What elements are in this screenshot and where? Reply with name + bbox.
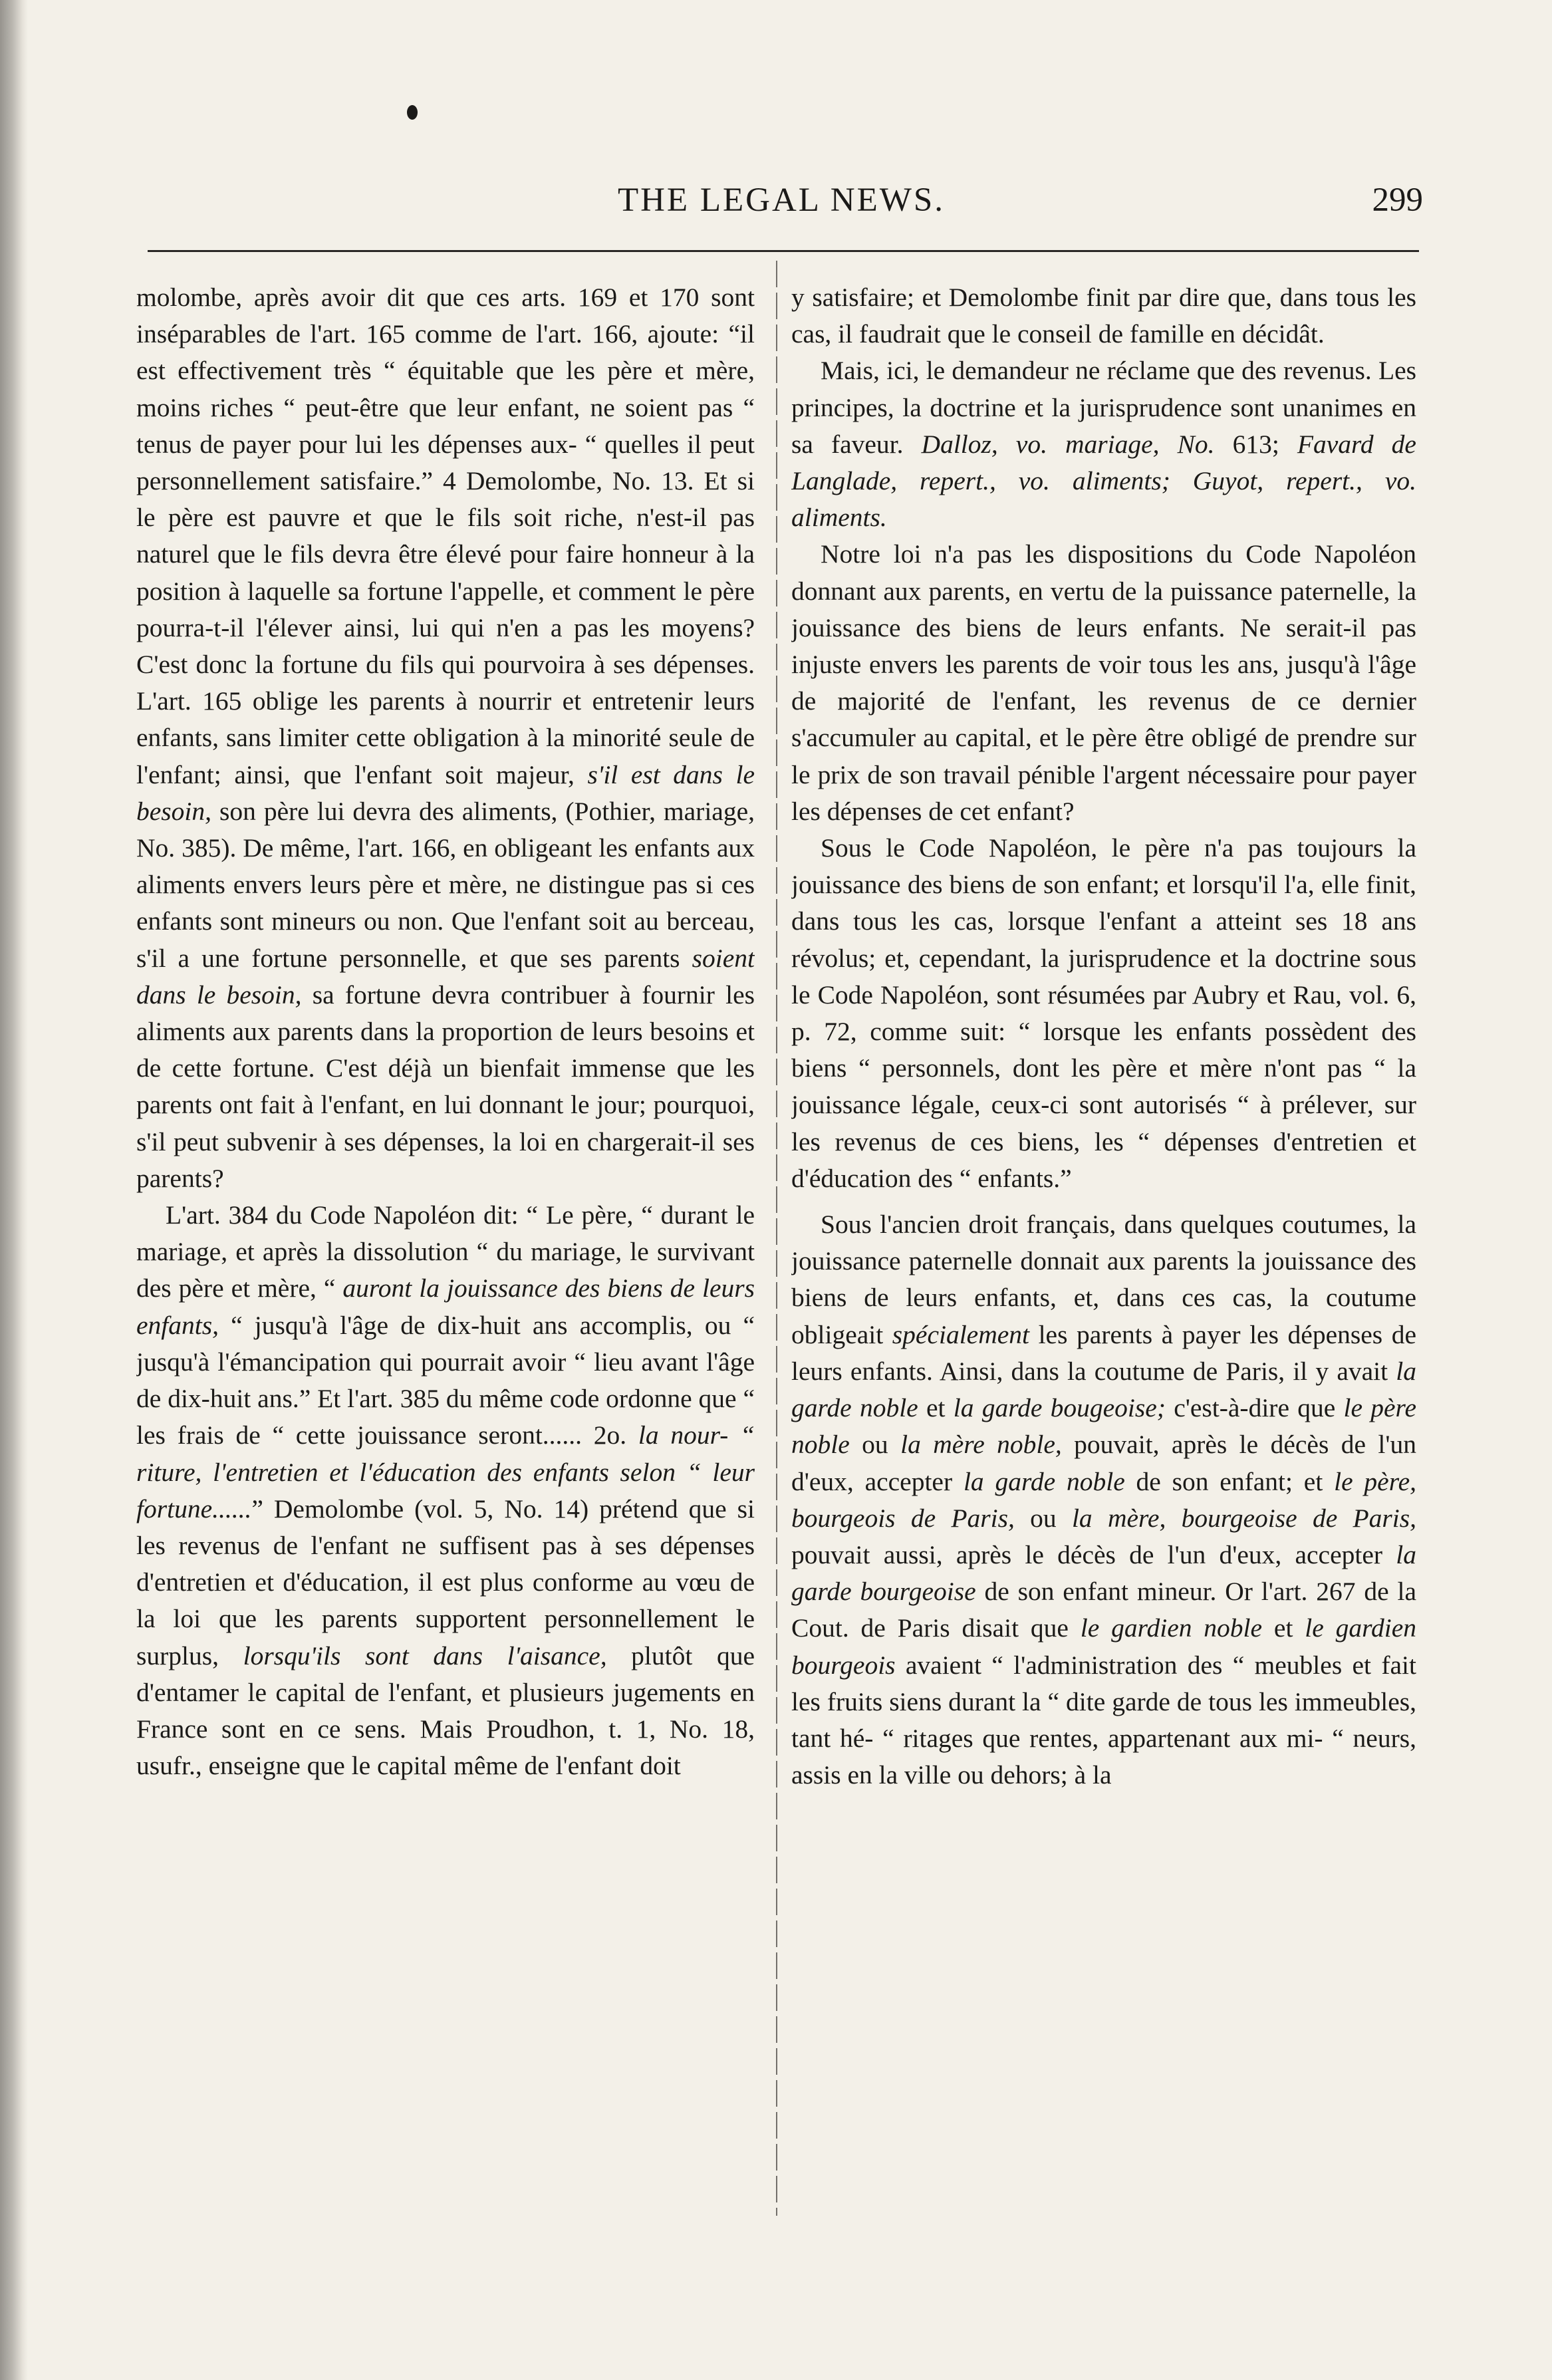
italic-run: spécialement xyxy=(892,1319,1029,1349)
italic-run: le gardien noble xyxy=(1080,1613,1263,1643)
italic-run: le gardien bourgeois xyxy=(791,1613,1416,1680)
italic-run: la nour- “ riture, l'entretien et l'éducation des enfants selon “ leur fortune...... xyxy=(136,1420,755,1523)
text-run: les parents à payer les dépenses de leurs enfants. Ainsi, dans la coutume de Paris, il y avait xyxy=(791,1319,1416,1386)
text-run: molombe, après avoir dit que ces arts. 169 et 170 sont inséparables de l'art. 165 comme de l'art. 166, ajoute: “il est effectivement très “ équitable que les père et mère, moins riches “ peut-être que leur enfant, ne soient pas “ tenus de payer pour lui les dépenses aux- “ quelles il peut personnellement satisfaire.” 4 Demolombe, No. 13. Et si le père est pauvre et que le fils soit riche, n'est-il pas naturel que le fils devra être élevé pour faire honneur à la position à laquelle sa fortune l'appelle, et comment le père pourra-t-il l'élever ainsi, lui qui n'en a pas les moyens? C'est donc la fortune du fils qui pourvoira à ses dépenses. L'art. 165 oblige les parents à nourrir et entretenir leurs enfants, sans limiter cette obligation à la minorité seule de l'enfant; ainsi, que l'enfant soit majeur, xyxy=(136,283,755,789)
text-run: pouvait aussi, après le décès de l'un d'eux, accepter xyxy=(791,1539,1396,1569)
italic-run: la mère noble, xyxy=(900,1430,1062,1460)
text-run: ou xyxy=(849,1430,901,1460)
text-run: ou xyxy=(1014,1503,1072,1533)
italic-run: le père, bourgeois de Paris, xyxy=(791,1466,1416,1533)
text-run: pouvait, après le décès de l'un d'eux, accepter xyxy=(791,1430,1416,1496)
text-run: avaient “ l'administration des “ meubles et fait les fruits siens durant la “ dite garde de tous les immeubles, tant hé- “ ritages que rentes, appartenant aux mi- “ neurs, assis en la ville ou dehors; à la xyxy=(791,1650,1416,1790)
italic-run: auront la jouissance des biens de leurs enfants, xyxy=(136,1273,755,1340)
text-run: de son enfant; et xyxy=(1124,1466,1335,1496)
right-paragraph-4: Sous le Code Napoléon, le père n'a pas toujours la jouissance des biens de son enfant; et lorsqu'il l'a, elle finit, dans tous les cas, lorsque l'enfant a atteint ses 18 ans révolus; et, cependant, la jurisprudence et la doctrine sous le Code Napoléon, sont résumées par Aubry et Rau, vol. 6, p. 72, comme suit: “ lorsque les enfants possèdent des biens “ personnels, dont les père et mère n'ont pas “ la jouissance légale, ceux-ci sont autorisés “ à prélever, sur les revenus de ces biens, les “ dépenses d'entretien et d'éducation des “ enfants.” xyxy=(791,833,1416,1193)
text-run: de son enfant mineur. Or l'art. 267 de la Cout. de Paris disait que xyxy=(791,1577,1416,1643)
italic-run: Favard de Langlade, repert., vo. aliments; Guyot, repert., vo. aliments. xyxy=(791,429,1416,533)
text-run: sa fortune devra contribuer à fournir les aliments aux parents dans la proportion de leurs besoins et de cette fortune. C'est déjà un bienfait immense que les parents ont fait à l'enfant, en lui donnant le jour; pourquoi, s'il peut subvenir à ses dépenses, la loi en chargerait-il ses parents? xyxy=(136,980,755,1193)
text-run: c'est-à-dire que xyxy=(1165,1393,1344,1423)
right-paragraph-5 xyxy=(791,1206,1416,1793)
text-run: ” Demolombe (vol. 5, No. 14) prétend que si les revenus de l'enfant ne suffisent pas à ses dépenses d'entretien et d'éducation, il est plus conforme au vœu de la loi que les parents supportent personnellement le surplus, xyxy=(136,1494,755,1670)
text-run: et xyxy=(1262,1613,1305,1643)
text-run: et xyxy=(918,1393,954,1423)
left-column xyxy=(136,279,755,2234)
italic-run: soient dans le besoin, xyxy=(136,943,755,1009)
right-paragraph-1: y satisfaire; et Demolombe finit par dire que, dans tous les cas, il faudrait que le conseil de famille en décidât. xyxy=(791,283,1416,349)
header-rule xyxy=(148,250,1419,252)
right-column xyxy=(791,279,1416,2234)
italic-run: lorsqu'ils sont dans l'aisance, xyxy=(243,1641,607,1670)
running-header xyxy=(140,181,1423,227)
text-run: L'art. 384 du Code Napoléon dit: “ Le père, “ durant le mariage, et après la dissolution “ du mariage, le survivant des père et mère, “ xyxy=(136,1200,755,1303)
italic-run: la garde bourgeoise xyxy=(791,1539,1416,1607)
text-run: “ jusqu'à l'âge de dix-huit ans accomplis, ou “ jusqu'à l'émancipation qui pourrait avoir “ lieu avant l'âge de dix-huit ans.” Et l'art. 385 du même code ordonne que “ les frais de “ cette jouissance seront...... 2o. xyxy=(136,1310,755,1450)
left-paragraph-2 xyxy=(136,1197,755,1784)
column-divider xyxy=(776,261,777,2216)
italic-run: la mère, bourgeoise de Paris, xyxy=(1071,1503,1416,1533)
text-run: plutôt que d'entamer le capital de l'enfant, et plusieurs jugements en France sont en ce sens. Mais Proudhon, t. 1, No. 18, usufr., enseigne que le capital même de l'enfant doit xyxy=(136,1641,755,1781)
italic-run: la garde noble xyxy=(963,1466,1125,1496)
text-run: 613; xyxy=(1214,429,1297,459)
italic-run: le père noble xyxy=(791,1393,1416,1460)
right-paragraph-2 xyxy=(791,352,1416,536)
page-number: 299 xyxy=(1372,182,1423,219)
italic-run: la garde bougeoise; xyxy=(953,1393,1166,1423)
text-run: Sous l'ancien droit français, dans quelques coutumes, la jouissance paternelle donnait aux parents la jouissance des biens de leurs enfants, et, dans ces cas, la coutume obligeait xyxy=(791,1210,1416,1349)
right-paragraph-3: Notre loi n'a pas les dispositions du Code Napoléon donnant aux parents, en vertu de la puissance paternelle, la jouissance des biens de leurs enfants. Ne serait-il pas injuste envers les parents de voir tous les ans, jusqu'à l'âge de majorité de l'enfant, les revenus de ce dernier s'accumuler au capital, et le père être obligé de prendre sur le prix de son travail pénible l'argent nécessaire pour payer les dépenses de cet enfant? xyxy=(791,539,1416,826)
publication-title: THE LEGAL NEWS. xyxy=(617,182,946,219)
text-run: son père lui devra des aliments, (Pothier, mariage, No. 385). De même, l'art. 166, en obligeant les enfants aux aliments envers leurs père et mère, ne distingue pas si ces enfants sont mineurs ou non. Que l'enfant soit au berceau, s'il a une fortune personnelle, et que ses parents xyxy=(136,796,755,973)
ink-mark xyxy=(407,105,418,120)
page-edge-shadow xyxy=(0,0,28,2380)
italic-run: la garde noble xyxy=(791,1356,1416,1423)
italic-run: Dalloz, vo. mariage, No. xyxy=(921,429,1215,459)
left-paragraph-1 xyxy=(136,279,755,1197)
text-run: Mais, ici, le demandeur ne réclame que des revenus. Les principes, la doctrine et la jurisprudence sont unanimes en sa faveur. xyxy=(791,356,1416,459)
italic-run: s'il est dans le besoin, xyxy=(136,759,755,826)
